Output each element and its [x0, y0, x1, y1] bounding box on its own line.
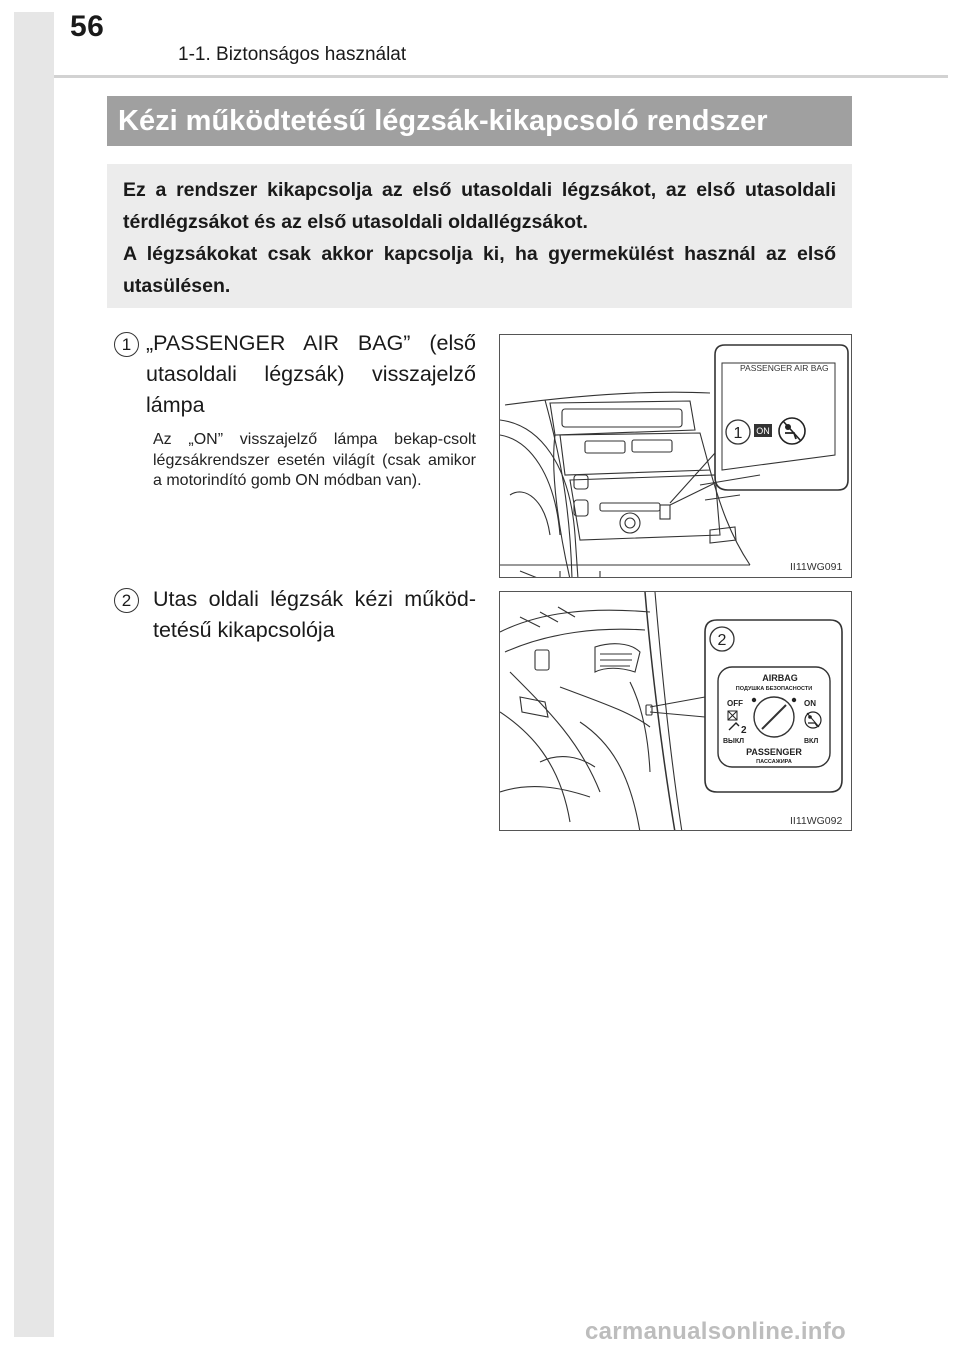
section-title: Kézi működtetésű légzsák-kikapcsoló rendszer	[107, 96, 852, 146]
switch-number-mark: 2	[741, 725, 747, 736]
switch-on-sublabel: ВКЛ	[804, 738, 819, 745]
item-1-description: Az „ON” visszajelző lámpa bekap-csolt légzsákrendszer esetén világít (csak amikor a motorindító gomb ON módban van).	[153, 431, 476, 489]
callout-label: PASSENGER AIR BAG	[740, 363, 829, 373]
airbag-off-icon	[779, 418, 805, 444]
intro-paragraph-1: Ez a rendszer kikapcsolja az első utasoldali légzsákot, az első utasoldali térdlégzsákot és az első utasoldali oldallégzsákot.	[123, 179, 836, 233]
item-2-title: Utas oldali légzsák kézi működ-tetésű kikapcsolója	[153, 587, 476, 642]
switch-top-label: AIRBAG	[762, 673, 798, 683]
figure-2-code: II11WG092	[790, 815, 843, 827]
side-strip	[14, 12, 54, 1337]
header-rule	[54, 75, 948, 78]
intro-paragraph-2: A légzsákokat csak akkor kapcsolja ki, ha gyermekülést használ az első utasülésen.	[123, 243, 836, 297]
airbag-off-symbol-icon	[728, 711, 739, 730]
page-number: 56	[70, 10, 105, 43]
figure-2-callout-number: 2	[717, 632, 727, 649]
watermark: carmanualsonline.info	[585, 1318, 847, 1345]
item-1-number: 1	[114, 332, 139, 357]
dashboard-illustration	[500, 335, 852, 578]
on-indicator-label: ON	[756, 426, 770, 436]
item-2-number: 2	[114, 588, 139, 613]
switch-on-label: ON	[804, 699, 816, 708]
switch-off-label: OFF	[727, 699, 743, 708]
switch-bottom-label: PASSENGER	[746, 747, 802, 757]
intro-box	[107, 164, 852, 308]
switch-top-sublabel: ПОДУШКА БЕЗОПАСНОСТИ	[735, 686, 813, 692]
chapter-title: 1-1. Biztonságos használat	[178, 44, 407, 65]
switch-bottom-sublabel: ПАССАЖИРА	[756, 759, 792, 765]
switch-off-sublabel: ВЫКЛ	[723, 738, 745, 745]
airbag-on-symbol-icon	[805, 712, 821, 728]
figure-airbag-switch	[499, 591, 852, 831]
item-1-title: „PASSENGER AIR BAG” (első utasoldali légzsák) visszajelző lámpa	[146, 331, 476, 417]
figure-1-code: II11WG091	[790, 561, 843, 573]
figure-1-callout-number: 1	[733, 425, 743, 442]
glovebox-illustration	[500, 592, 852, 831]
figure-dashboard-indicator	[499, 334, 852, 578]
